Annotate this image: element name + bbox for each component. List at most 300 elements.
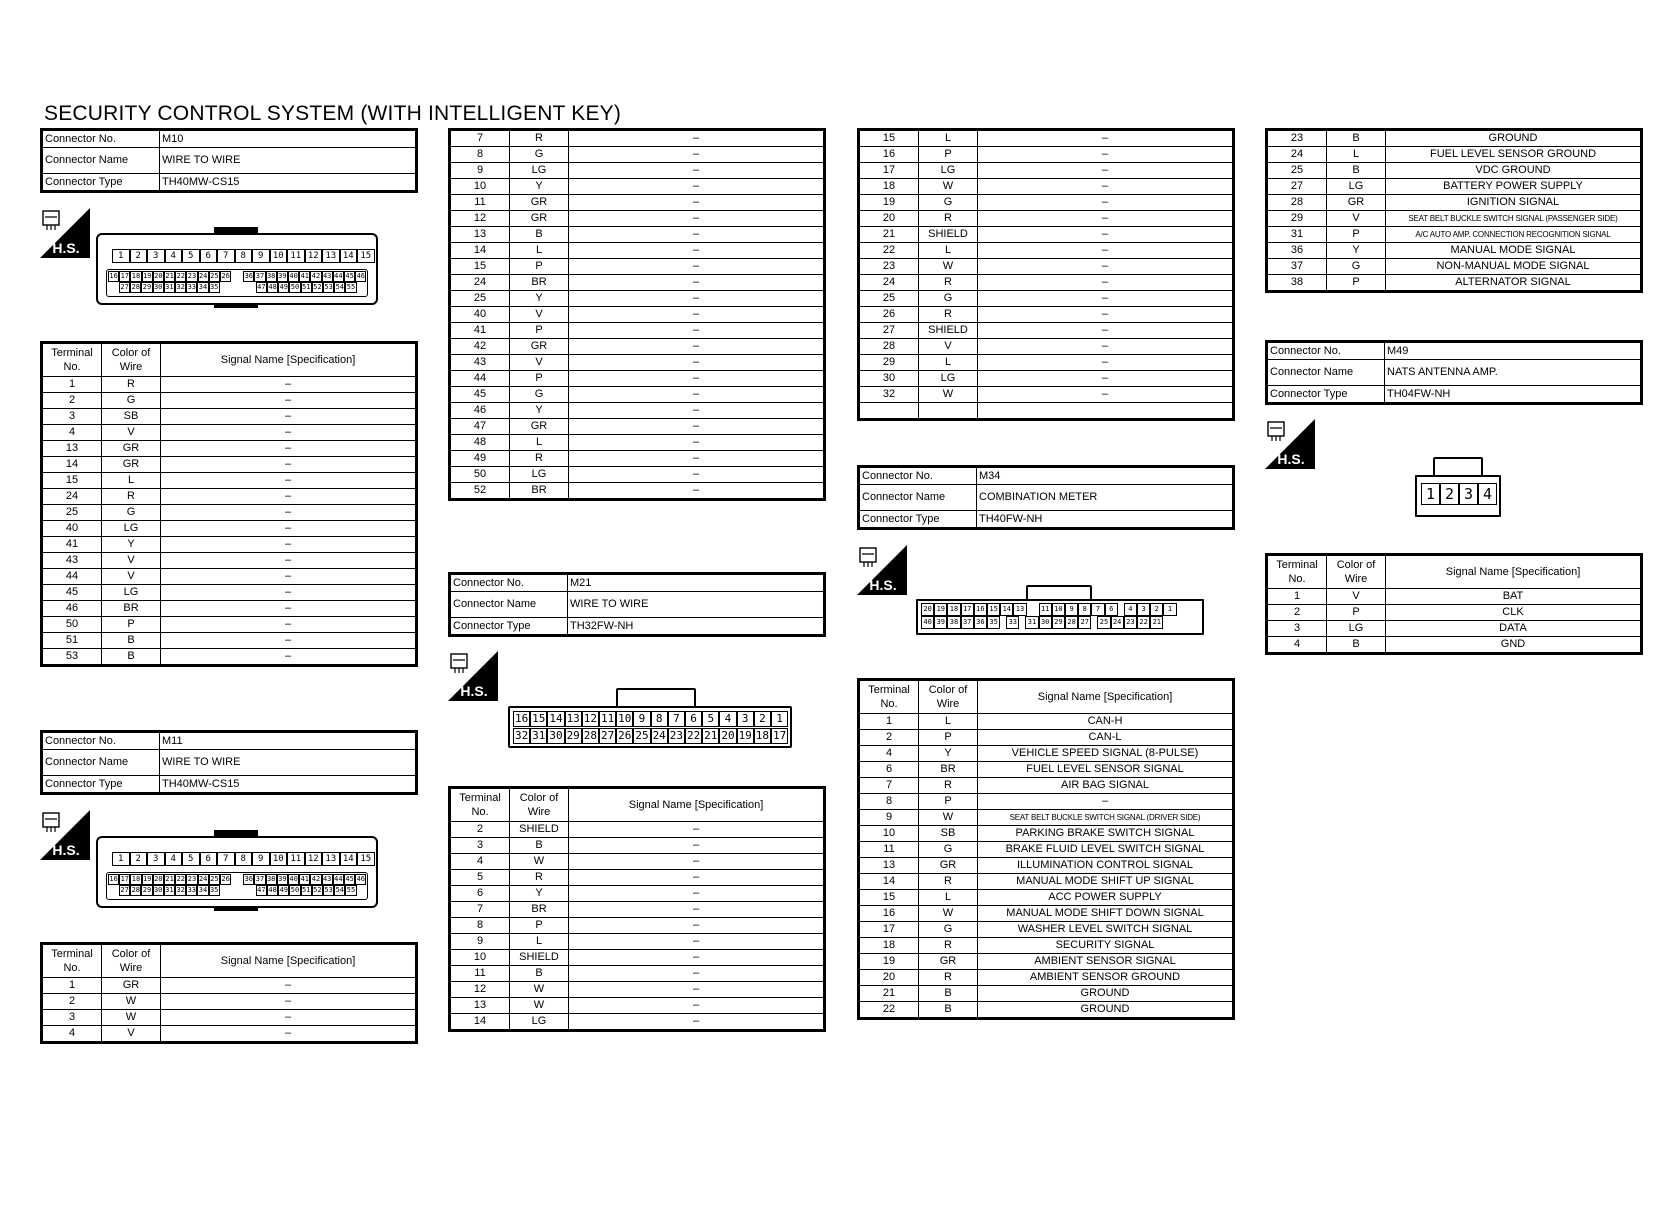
signal-name-cell: – <box>161 1010 417 1026</box>
wire-color-cell: R <box>510 130 569 147</box>
pin-cell: 5 <box>702 711 719 727</box>
color-of-wire-header: Color of Wire <box>1327 555 1386 589</box>
m34-pin-table-continued <box>1265 128 1643 293</box>
pin-cell: 39 <box>278 875 287 883</box>
pin-cell: 34 <box>198 886 208 894</box>
terminal-no-cell: 5 <box>450 870 510 886</box>
signal-name-cell: BAT <box>1386 589 1642 605</box>
wire-color-cell: V <box>919 339 978 355</box>
signal-name-cell: – <box>978 227 1234 243</box>
wire-color-cell: W <box>919 810 978 826</box>
table-row <box>42 457 417 473</box>
signal-name-cell: NON-MANUAL MODE SIGNAL <box>1386 259 1642 275</box>
signal-name-cell: – <box>569 483 825 500</box>
wire-color-cell: L <box>102 473 161 489</box>
wire-color-cell: R <box>919 938 978 954</box>
terminal-no-cell: 15 <box>450 259 510 275</box>
pin-cell: 36 <box>244 875 253 883</box>
wire-color-cell: GR <box>510 195 569 211</box>
pin-cell: 8 <box>1078 603 1091 616</box>
table-row <box>450 435 825 451</box>
pin-cell: 23 <box>1124 616 1137 629</box>
pin-cell: 10 <box>270 852 288 866</box>
table-row <box>42 425 417 441</box>
signal-name-cell: – <box>569 950 825 966</box>
terminal-no-cell: 29 <box>1267 211 1327 227</box>
pin-cell: 32 <box>176 283 185 291</box>
signal-name-cell: – <box>161 473 417 489</box>
wire-color-cell: Y <box>102 537 161 553</box>
table-row <box>450 870 825 886</box>
hs-badge-graphic <box>857 545 907 595</box>
table-row <box>859 858 1234 874</box>
signal-name-cell: BATTERY POWER SUPPLY <box>1386 179 1642 195</box>
terminal-no-header: Terminal No. <box>1267 555 1327 589</box>
terminal-no-cell: 12 <box>450 982 510 998</box>
table-row <box>1267 227 1642 243</box>
terminal-no-cell: 14 <box>450 243 510 259</box>
signal-name-cell: – <box>569 854 825 870</box>
connector-type-value: TH40FW-NH <box>977 511 1234 529</box>
wire-color-cell: Y <box>510 291 569 307</box>
pin-cell: 16 <box>109 272 118 280</box>
table-row <box>450 323 825 339</box>
wire-color-cell: W <box>919 906 978 922</box>
signal-name-cell: – <box>161 978 417 994</box>
table-row <box>859 275 1234 291</box>
terminal-no-cell: 3 <box>42 1010 102 1026</box>
pin-cell: 28 <box>1065 616 1078 629</box>
signal-name-cell: – <box>978 794 1234 810</box>
terminal-no-cell: 32 <box>859 387 919 403</box>
signal-name-cell: AIR BAG SIGNAL <box>978 778 1234 794</box>
wire-color-cell: R <box>510 451 569 467</box>
pin-cell: 4 <box>165 852 183 866</box>
terminal-no-header: Terminal No. <box>42 343 102 377</box>
table-row <box>1267 195 1642 211</box>
terminal-no-cell: 22 <box>859 1002 919 1019</box>
pin-cell: 4 <box>165 249 183 263</box>
wire-color-cell: V <box>510 355 569 371</box>
table-row <box>859 339 1234 355</box>
table-row <box>42 537 417 553</box>
terminal-no-cell: 40 <box>42 521 102 537</box>
pin-cell: 9 <box>252 249 270 263</box>
pin-cell: 38 <box>947 616 960 629</box>
wire-color-cell: R <box>102 377 161 393</box>
pin-cell: 2 <box>1150 603 1163 616</box>
wire-color-cell: G <box>919 922 978 938</box>
pin-cell: 17 <box>961 603 974 616</box>
wire-color-cell: B <box>102 633 161 649</box>
wire-color-cell: W <box>510 998 569 1014</box>
pin-cell: 32 <box>176 886 185 894</box>
terminal-no-cell: 8 <box>859 794 919 810</box>
signal-name-cell: – <box>569 998 825 1014</box>
signal-name-cell: – <box>569 163 825 179</box>
pin-cell: 3 <box>1459 483 1478 505</box>
pin-cell: 23 <box>187 875 197 883</box>
signal-name-cell: – <box>161 537 417 553</box>
table-row <box>450 307 825 323</box>
wire-color-cell: G <box>919 195 978 211</box>
m21-pin-table <box>448 786 826 1032</box>
wire-color-cell: SB <box>102 409 161 425</box>
wire-color-cell: BR <box>919 762 978 778</box>
pin-cell: 25 <box>1097 616 1110 629</box>
terminal-no-cell: 37 <box>1267 259 1327 275</box>
table-row <box>859 970 1234 986</box>
pin-cell: 45 <box>345 272 354 280</box>
connector-no-label: Connector No. <box>42 732 160 750</box>
table-row <box>1267 179 1642 195</box>
terminal-no-cell: 25 <box>1267 163 1327 179</box>
hs-icon <box>857 545 907 595</box>
pin-cell: 10 <box>618 712 632 725</box>
pin-cell: 17 <box>120 272 129 280</box>
signal-name-cell: GROUND <box>978 986 1234 1002</box>
table-row <box>1267 163 1642 179</box>
pin-cell: 53 <box>324 886 333 894</box>
signal-name-cell: – <box>161 377 417 393</box>
table-row <box>450 822 825 838</box>
wire-color-cell: GR <box>102 978 161 994</box>
signal-name-cell: – <box>161 521 417 537</box>
table-row <box>450 147 825 163</box>
wire-color-cell: L <box>919 243 978 259</box>
pin-cell: 51 <box>301 283 311 291</box>
table-row <box>450 918 825 934</box>
signal-name-cell: MANUAL MODE SHIFT DOWN SIGNAL <box>978 906 1234 922</box>
connector-pins-icon <box>453 660 465 673</box>
connector-type-label: Connector Type <box>859 511 977 529</box>
color-of-wire-header: Color of Wire <box>510 788 569 822</box>
terminal-no-cell: 28 <box>1267 195 1327 211</box>
table-row <box>450 291 825 307</box>
connector-name-label: Connector Name <box>42 750 160 776</box>
signal-name-cell: GROUND <box>1386 130 1642 147</box>
m49-connector-face <box>1415 457 1501 519</box>
table-row <box>1267 211 1642 227</box>
table-row <box>859 371 1234 387</box>
wire-color-cell: GR <box>510 211 569 227</box>
pin-cell: 6 <box>1105 603 1118 616</box>
signal-name-cell: ACC POWER SUPPLY <box>978 890 1234 906</box>
signal-name-cell: IGNITION SIGNAL <box>1386 195 1642 211</box>
table-row <box>859 243 1234 259</box>
table-row <box>1267 589 1642 605</box>
connector-pins-icon <box>45 217 57 230</box>
terminal-no-cell <box>859 403 919 420</box>
hs-label: H.S. <box>869 577 897 593</box>
table-row <box>859 147 1234 163</box>
signal-name-cell: – <box>569 419 825 435</box>
table-row <box>859 826 1234 842</box>
wire-color-cell: P <box>919 730 978 746</box>
pin-cell: 42 <box>311 875 321 883</box>
table-row <box>450 179 825 195</box>
signal-name-cell: ILLUMINATION CONTROL SIGNAL <box>978 858 1234 874</box>
table-row <box>450 243 825 259</box>
signal-name-cell: – <box>569 467 825 483</box>
terminal-no-cell: 50 <box>42 617 102 633</box>
signal-name-cell: – <box>161 649 417 666</box>
m34-info-table <box>857 465 1235 530</box>
connector-name-value: WIRE TO WIRE <box>160 148 417 174</box>
pin-cell: 7 <box>217 852 235 866</box>
signal-name-cell: – <box>569 275 825 291</box>
terminal-no-cell: 2 <box>1267 605 1327 621</box>
signal-name-cell: – <box>569 227 825 243</box>
pin-cell: 24 <box>198 272 208 280</box>
wire-color-cell: LG <box>510 1014 569 1031</box>
wire-color-cell: B <box>1327 130 1386 147</box>
table-row <box>859 211 1234 227</box>
m10-pin-table-continued <box>448 128 826 501</box>
pin-cell: 52 <box>313 886 322 894</box>
connector-latch <box>214 227 258 233</box>
terminal-no-cell: 11 <box>859 842 919 858</box>
wire-color-cell: P <box>510 918 569 934</box>
table-row <box>859 746 1234 762</box>
connector-name-label: Connector Name <box>1267 360 1385 386</box>
m21-info-table <box>448 572 826 637</box>
table-row <box>859 922 1234 938</box>
wire-color-cell: W <box>919 179 978 195</box>
wire-color-cell: V <box>102 425 161 441</box>
terminal-no-cell: 6 <box>859 762 919 778</box>
signal-name-cell: – <box>978 130 1234 147</box>
table-row <box>859 291 1234 307</box>
wire-color-cell: P <box>1327 227 1386 243</box>
signal-name-cell: – <box>978 195 1234 211</box>
signal-name-cell: – <box>161 553 417 569</box>
table-row <box>450 211 825 227</box>
signal-name-cell: – <box>569 451 825 467</box>
table-row <box>450 467 825 483</box>
table-row <box>42 633 417 649</box>
wire-color-cell: V <box>102 1026 161 1043</box>
terminal-no-cell: 25 <box>450 291 510 307</box>
pin-cell: 40 <box>289 272 298 280</box>
signal-name-cell: MANUAL MODE SHIFT UP SIGNAL <box>978 874 1234 890</box>
terminal-no-cell: 44 <box>450 371 510 387</box>
signal-name-cell: SECURITY SIGNAL <box>978 938 1234 954</box>
pin-cell: 49 <box>279 283 288 291</box>
wire-color-cell: G <box>510 147 569 163</box>
wire-color-cell: R <box>919 275 978 291</box>
signal-name-cell: – <box>569 211 825 227</box>
signal-name-cell: – <box>978 371 1234 387</box>
signal-name-cell: – <box>161 425 417 441</box>
pin-cell: 20 <box>721 729 735 742</box>
pin-cell: 48 <box>268 283 277 291</box>
connector-icon <box>43 211 59 225</box>
wire-color-cell: G <box>919 842 978 858</box>
table-row <box>859 355 1234 371</box>
pin-cell: 46 <box>356 272 365 280</box>
m49-pin-table <box>1265 553 1643 655</box>
pin-cell: 26 <box>221 875 230 883</box>
wire-color-cell: P <box>919 147 978 163</box>
pin-cell: 11 <box>287 249 305 263</box>
connector-no-value: M21 <box>568 574 825 592</box>
pin-cell: 11 <box>1039 603 1052 616</box>
terminal-no-cell: 1 <box>1267 589 1327 605</box>
wire-color-cell: B <box>1327 163 1386 179</box>
pin-cell: 19 <box>738 729 752 742</box>
pin-cell: 18 <box>131 272 141 280</box>
table-row <box>42 505 417 521</box>
pin-cell: 8 <box>235 852 253 866</box>
wire-color-cell: B <box>510 838 569 854</box>
hs-icon <box>40 810 90 860</box>
pin-cell: 6 <box>685 711 702 727</box>
wire-color-cell: LG <box>1327 179 1386 195</box>
pin-cell: 10 <box>270 249 288 263</box>
wire-color-cell: GR <box>510 419 569 435</box>
pin-cell: 1 <box>112 852 130 866</box>
table-row <box>42 441 417 457</box>
connector-name-label: Connector Name <box>450 592 568 618</box>
terminal-no-cell: 48 <box>450 435 510 451</box>
signal-name-cell: – <box>569 403 825 419</box>
table-row <box>450 854 825 870</box>
terminal-no-cell: 49 <box>450 451 510 467</box>
hs-icon <box>40 208 90 258</box>
table-row <box>1267 605 1642 621</box>
terminal-no-cell: 21 <box>859 986 919 1002</box>
signal-name-cell: – <box>161 409 417 425</box>
wire-color-cell: G <box>102 393 161 409</box>
terminal-no-header: Terminal No. <box>450 788 510 822</box>
pin-cell: 26 <box>221 272 230 280</box>
signal-name-cell: – <box>569 387 825 403</box>
terminal-no-cell: 4 <box>859 746 919 762</box>
wire-color-cell: Y <box>510 886 569 902</box>
pin-cell: 4 <box>1478 483 1497 505</box>
table-row <box>859 842 1234 858</box>
terminal-no-header: Terminal No. <box>42 944 102 978</box>
pin-cell: 45 <box>345 875 354 883</box>
pin-cell: 54 <box>335 886 344 894</box>
terminal-no-cell: 43 <box>450 355 510 371</box>
table-row <box>450 838 825 854</box>
table-row <box>450 451 825 467</box>
pin-table-header <box>859 680 1234 714</box>
signal-name-cell: – <box>978 323 1234 339</box>
signal-name-cell: – <box>161 393 417 409</box>
hs-label: H.S. <box>1277 451 1305 467</box>
pin-cell: 1 <box>771 711 788 727</box>
pin-cell: 28 <box>131 886 140 894</box>
pin-cell: 1 <box>112 249 130 263</box>
connector-latch <box>214 906 258 911</box>
pin-cell: 30 <box>1039 616 1052 629</box>
wire-color-cell: G <box>1327 259 1386 275</box>
signal-name-cell: VDC GROUND <box>1386 163 1642 179</box>
signal-name-cell: FUEL LEVEL SENSOR SIGNAL <box>978 762 1234 778</box>
terminal-no-cell: 4 <box>1267 637 1327 654</box>
terminal-no-cell: 10 <box>859 826 919 842</box>
table-row <box>859 163 1234 179</box>
pin-cell: 25 <box>635 729 649 742</box>
connector-name-label: Connector Name <box>42 148 160 174</box>
terminal-no-cell: 3 <box>450 838 510 854</box>
pin-cell: 33 <box>1006 616 1019 629</box>
signal-name-cell: – <box>569 323 825 339</box>
pin-cell: 50 <box>290 283 300 291</box>
table-row <box>42 377 417 393</box>
table-row <box>859 195 1234 211</box>
connector-no-label: Connector No. <box>1267 342 1385 360</box>
wire-color-cell: W <box>510 854 569 870</box>
wire-color-cell: G <box>919 291 978 307</box>
pin-cell: 12 <box>305 249 323 263</box>
pin-cell: 36 <box>244 272 253 280</box>
pin-cell: 28 <box>583 729 598 742</box>
wire-color-cell: L <box>919 130 978 147</box>
table-row <box>450 275 825 291</box>
pin-cell: 53 <box>324 283 333 291</box>
wire-color-cell: P <box>510 323 569 339</box>
wire-color-cell: BR <box>510 483 569 500</box>
connector-latch <box>214 830 258 836</box>
table-row <box>859 714 1234 730</box>
table-row <box>42 393 417 409</box>
hs-badge-graphic <box>1265 419 1315 469</box>
wire-color-cell: LG <box>1327 621 1386 637</box>
terminal-no-cell: 1 <box>42 978 102 994</box>
wire-color-cell: B <box>919 986 978 1002</box>
table-row <box>859 954 1234 970</box>
pin-cell: 22 <box>686 729 701 742</box>
pin-cell: 31 <box>165 283 174 291</box>
table-row <box>42 617 417 633</box>
signal-name-cell: – <box>569 886 825 902</box>
signal-name-cell: – <box>569 307 825 323</box>
pin-cell: 22 <box>176 272 185 280</box>
connector-no-value: M34 <box>977 467 1234 485</box>
terminal-no-cell: 7 <box>859 778 919 794</box>
connector-icon <box>451 654 467 668</box>
signal-name-cell: – <box>161 1026 417 1043</box>
terminal-no-cell: 16 <box>859 147 919 163</box>
terminal-no-cell: 31 <box>1267 227 1327 243</box>
signal-name-cell: SEAT BELT BUCKLE SWITCH SIGNAL (PASSENGER SIDE) <box>1386 211 1642 227</box>
terminal-no-cell: 4 <box>450 854 510 870</box>
pin-cell: 18 <box>131 875 141 883</box>
pin-cell: 7 <box>1091 603 1104 616</box>
wire-color-cell: L <box>919 355 978 371</box>
table-row <box>42 601 417 617</box>
signal-name-cell: – <box>569 195 825 211</box>
hs-label: H.S. <box>52 240 80 256</box>
terminal-no-cell: 53 <box>42 649 102 666</box>
connector-pins-icon <box>45 819 57 832</box>
table-row <box>859 890 1234 906</box>
pin-cell: 5 <box>182 249 200 263</box>
pin-cell: 37 <box>961 616 974 629</box>
connector-type-value: TH32FW-NH <box>568 618 825 636</box>
pin-cell: 21 <box>165 875 174 883</box>
signal-name-cell: – <box>978 275 1234 291</box>
signal-name-cell: – <box>569 966 825 982</box>
connector-pins-icon <box>862 554 874 567</box>
signal-name-cell: – <box>569 870 825 886</box>
pin-cell: 43 <box>322 272 332 280</box>
pin-cell: 1 <box>1163 603 1176 616</box>
